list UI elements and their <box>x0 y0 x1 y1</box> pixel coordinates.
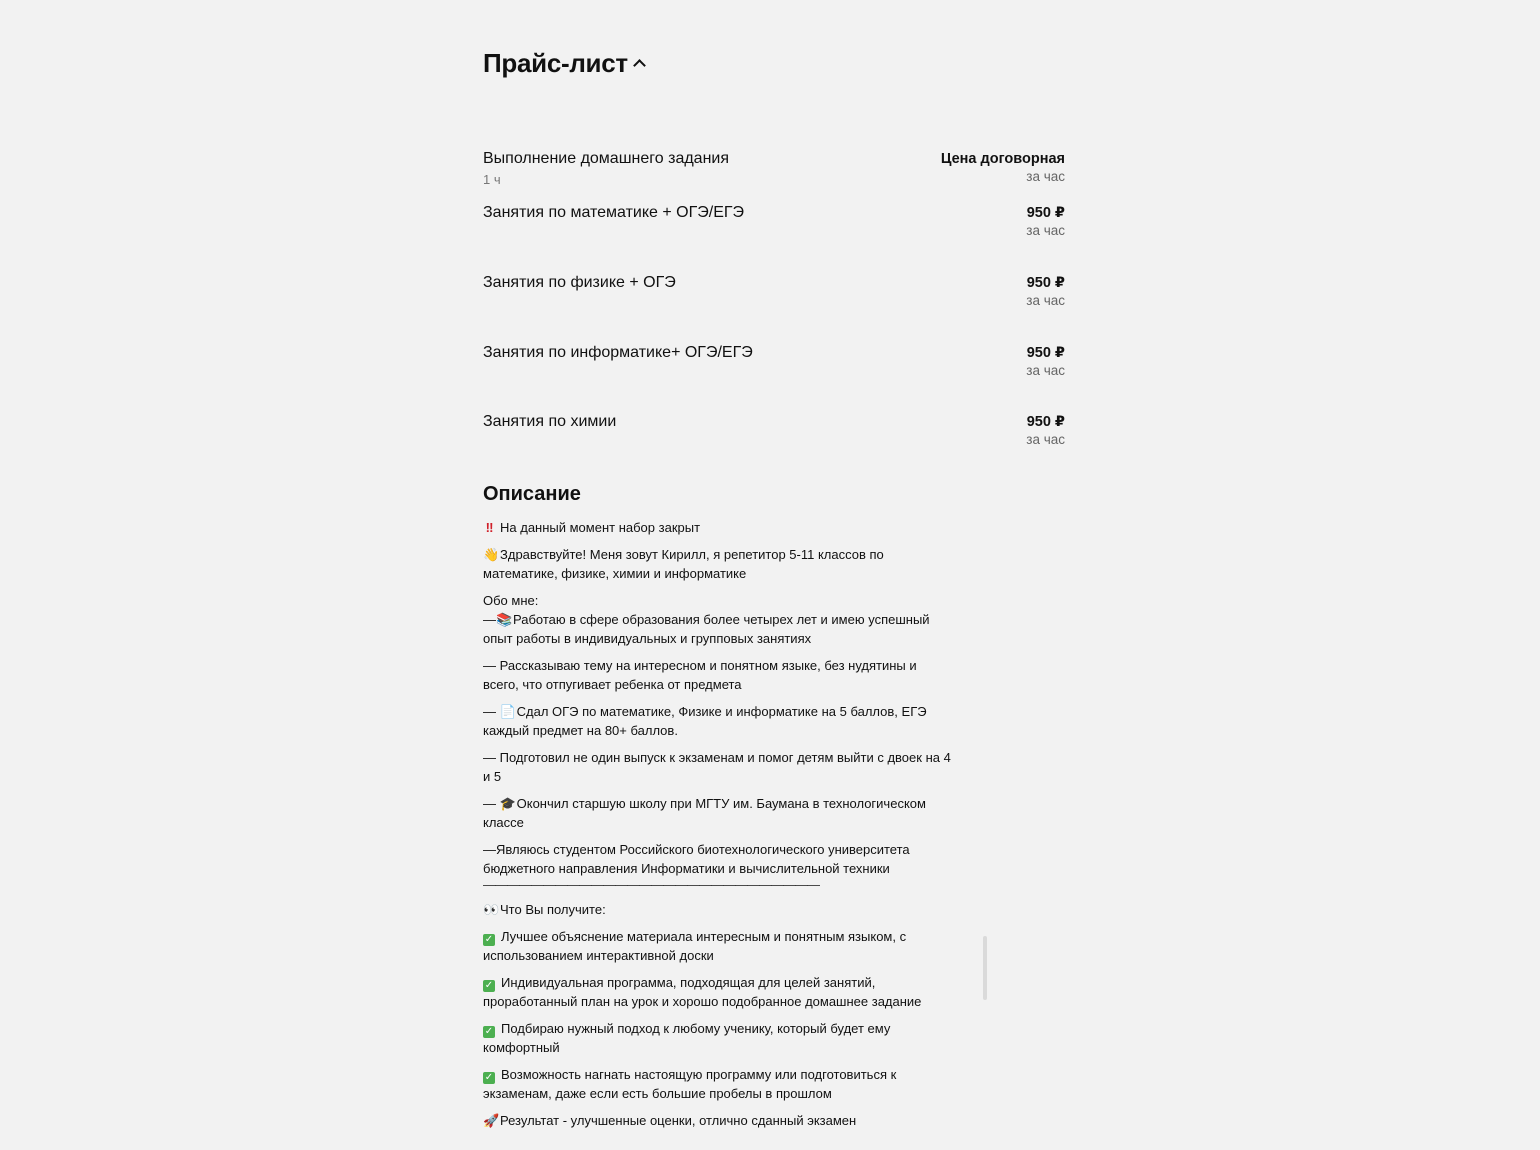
service-price-unit: за час <box>1026 363 1065 378</box>
price-list-title: Прайс-лист <box>483 48 628 78</box>
service-price: Цена договорная <box>940 151 1065 167</box>
service-name: Занятия по физике + ОГЭ <box>483 274 676 291</box>
books-icon: 📚 <box>496 612 513 627</box>
scrollbar-thumb[interactable] <box>983 936 987 1000</box>
description-paragraph: ✓ Лучшее объяснение материала интересным и понятным языком, с использованием интерактивной доски <box>483 929 907 963</box>
price-row <box>483 204 1065 244</box>
check-mark-icon: ✓ <box>484 980 494 991</box>
check-mark-icon: ✓ <box>484 934 494 945</box>
description-paragraph: — 🎓Окончил старшую школу при МГТУ им. Баумана в технологическом классе <box>483 796 926 830</box>
service-price: 950 ₽ <box>1026 205 1065 221</box>
description-paragraph: —Являюсь студентом Российского биотехнологического университета бюджетного направления Информатики и вычислительной техники <box>483 842 910 876</box>
service-price-unit: за час <box>1026 432 1065 447</box>
eyes-icon: 👀 <box>483 902 500 917</box>
description-paragraph: Обо мне: <box>483 593 539 608</box>
rocket-icon: 🚀 <box>483 1113 500 1128</box>
description-divider: ———————————————————————————— <box>483 877 819 892</box>
description-paragraph: 👀Что Вы получите: <box>483 902 606 917</box>
price-row <box>483 413 1065 453</box>
description-paragraph: —📚Работаю в сфере образования более четырех лет и имею успешный опыт работы в индивидуальных и групповых занятиях <box>483 612 930 646</box>
description-title: Описание <box>483 483 581 505</box>
price-row <box>483 274 1065 314</box>
service-price: 950 ₽ <box>1026 275 1065 291</box>
chevron-up-icon <box>633 59 646 72</box>
service-price: 950 ₽ <box>1026 414 1065 430</box>
service-duration: 1 ч <box>483 172 501 187</box>
service-name: Занятия по химии <box>483 413 617 430</box>
description-paragraph: 👋Здравствуйте! Меня зовут Кирилл, я репетитор 5-11 классов по математике, физике, химии и информатике <box>483 547 884 581</box>
check-mark-icon: ✓ <box>484 1072 494 1083</box>
description-paragraph: ✓ Индивидуальная программа, подходящая для целей занятий, проработанный план на урок и хорошо подобранное домашнее задание <box>483 975 922 1009</box>
double-exclamation-icon: ‼ <box>485 520 494 535</box>
service-price-unit: за час <box>1026 169 1065 184</box>
service-price: 950 ₽ <box>1026 345 1065 361</box>
price-row <box>483 344 1065 384</box>
description-paragraph: — Рассказываю тему на интересном и понятном языке, без нудятины и всего, что отпугивает ребенка от предмета <box>483 658 917 692</box>
document-icon: 📄 <box>499 704 516 719</box>
description-paragraph: ‼ На данный момент набор закрыт <box>483 518 953 537</box>
description-body <box>483 518 953 1138</box>
description-paragraph: ✓ Возможность нагнать настоящую программу или подготовиться к экзаменам, даже если есть большие пробелы в прошлом <box>483 1067 897 1101</box>
service-price-unit: за час <box>1026 293 1065 308</box>
waving-hand-icon: 👋 <box>483 547 500 562</box>
description-paragraph: — 📄Сдал ОГЭ по математике, Физике и информатике на 5 баллов, ЕГЭ каждый предмет на 80+ баллов. <box>483 704 927 738</box>
service-name: Занятия по математике + ОГЭ/ЕГЭ <box>483 204 745 221</box>
price-row <box>483 150 1065 190</box>
check-mark-icon: ✓ <box>484 1026 494 1037</box>
description-paragraph: ✓ Подбираю нужный подход к любому ученику, который будет ему комфортный <box>483 1021 891 1055</box>
service-name: Выполнение домашнего задания <box>483 150 730 167</box>
graduate-icon: 🎓 <box>499 796 516 811</box>
price-list-toggle[interactable] <box>483 48 644 79</box>
description-paragraph: 🚀Результат - улучшенные оценки, отлично сданный экзамен <box>483 1113 857 1128</box>
service-name: Занятия по информатике+ ОГЭ/ЕГЭ <box>483 344 753 361</box>
service-price-unit: за час <box>1026 223 1065 238</box>
description-paragraph: — Подготовил не один выпуск к экзаменам и помог детям выйти с двоек на 4 и 5 <box>483 750 951 784</box>
